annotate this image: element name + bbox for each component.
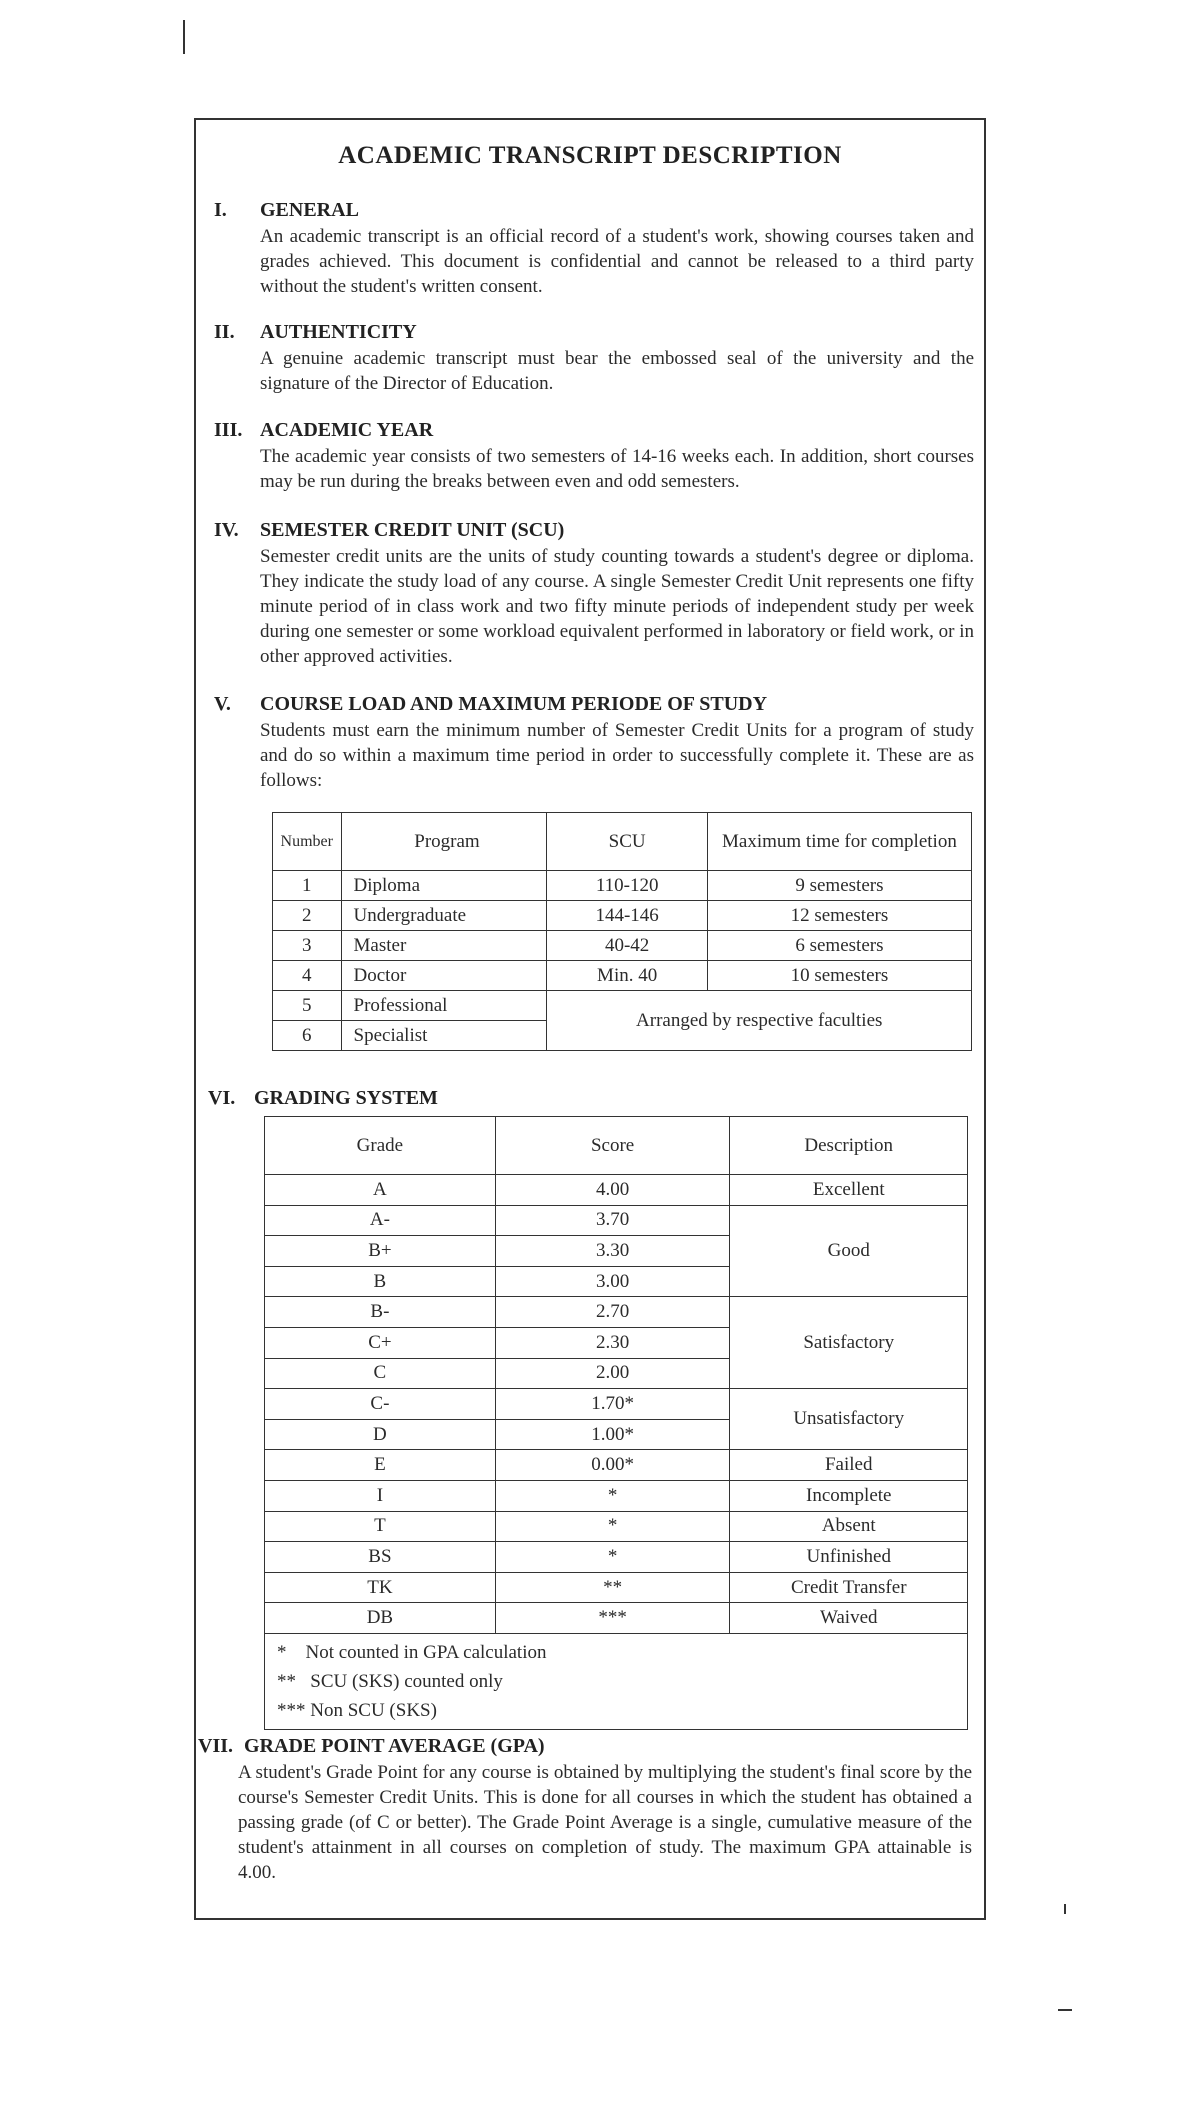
section-numeral: IV. (214, 519, 239, 541)
program-number: 4 (273, 961, 342, 991)
program-name: Master (341, 931, 547, 961)
grade-score: 3.30 (495, 1236, 730, 1267)
column-header: SCU (547, 813, 707, 871)
grade-letter: C- (265, 1389, 496, 1420)
table-row (273, 901, 972, 931)
section-numeral: I. (214, 199, 227, 221)
course-load-table (272, 812, 972, 1051)
program-scu: 110-120 (547, 871, 707, 901)
section-numeral: II. (214, 321, 235, 343)
table-row (265, 1480, 968, 1511)
grade-score: * (495, 1511, 730, 1542)
grade-score: ** (495, 1572, 730, 1603)
program-scu: 40-42 (547, 931, 707, 961)
section-text: Students must earn the minimum number of Semester Credit Units for a program of study and do so within a maximum time period in order to successfully complete it. These are as follows: (260, 720, 974, 791)
grade-description: Absent (730, 1511, 968, 1542)
section-heading: GRADE POINT AVERAGE (GPA) (244, 1735, 545, 1757)
table-row (265, 1572, 968, 1603)
program-number: 3 (273, 931, 342, 961)
program-max-time: 6 semesters (707, 931, 971, 961)
grade-letter: B+ (265, 1236, 496, 1267)
transcript-frame (194, 118, 986, 1920)
program-number: 1 (273, 871, 342, 901)
section-grading-system (208, 1086, 968, 1110)
section-text: The academic year consists of two semesters of 14-16 weeks each. In addition, short courses may be run during the breaks between even and odd semesters. (260, 446, 974, 492)
table-header-row (273, 813, 972, 871)
grade-description: Unfinished (730, 1542, 968, 1573)
grade-letter: T (265, 1511, 496, 1542)
section-general (214, 198, 974, 299)
section-text: A student's Grade Point for any course is obtained by multiplying the student's final score by the course's Semester Credit Units. This is done for all courses in which the student has obtained a passing grade (of C or better). The Grade Point Average is a single, cumulative measure of the student's attainment in all courses on completion of study. The maximum GPA attainable is 4.00. (238, 1762, 972, 1883)
section-heading: GENERAL (260, 199, 359, 221)
table-row (265, 1175, 968, 1206)
program-max-time: 10 semesters (707, 961, 971, 991)
program-name: Diploma (341, 871, 547, 901)
column-header: Program (341, 813, 547, 871)
grade-score: 2.30 (495, 1327, 730, 1358)
grade-letter: E (265, 1450, 496, 1481)
section-authenticity (214, 320, 974, 396)
section-text: A genuine academic transcript must bear the embossed seal of the university and the signature of the Director of Education. (260, 348, 974, 394)
grade-letter: DB (265, 1603, 496, 1634)
column-header: Maximum time for completion (707, 813, 971, 871)
program-name: Specialist (341, 1021, 547, 1051)
grade-score: 3.00 (495, 1266, 730, 1297)
program-scu: 144-146 (547, 901, 707, 931)
program-max-time: 9 semesters (707, 871, 971, 901)
table-row (265, 1450, 968, 1481)
section-course-load (214, 692, 974, 793)
grade-letter: A- (265, 1205, 496, 1236)
table-row (265, 1603, 968, 1634)
footnote: ** SCU (SKS) counted only (277, 1670, 503, 1692)
grade-description: Satisfactory (730, 1297, 968, 1389)
grading-table (264, 1116, 968, 1730)
program-scu: Min. 40 (547, 961, 707, 991)
table-row (273, 931, 972, 961)
grade-description: Excellent (730, 1175, 968, 1206)
grade-letter: TK (265, 1572, 496, 1603)
program-number: 5 (273, 991, 342, 1021)
grade-letter: C (265, 1358, 496, 1389)
grade-description: Failed (730, 1450, 968, 1481)
grade-score: 2.00 (495, 1358, 730, 1389)
grade-score: 1.00* (495, 1419, 730, 1450)
grade-letter: C+ (265, 1327, 496, 1358)
grade-description: Incomplete (730, 1480, 968, 1511)
grade-score: * (495, 1480, 730, 1511)
document-title: ACADEMIC TRANSCRIPT DESCRIPTION (338, 142, 842, 169)
section-numeral: III. (214, 419, 243, 441)
grade-letter: D (265, 1419, 496, 1450)
program-max-time: 12 semesters (707, 901, 971, 931)
footnote: * Not counted in GPA calculation (277, 1641, 547, 1663)
section-grade-point-average (198, 1734, 972, 1885)
grade-score: 1.70* (495, 1389, 730, 1420)
grade-description: Good (730, 1205, 968, 1297)
grading-footnotes (265, 1633, 968, 1729)
section-academic-year (214, 418, 974, 494)
section-numeral: VI. (208, 1087, 236, 1109)
table-row (265, 1511, 968, 1542)
grade-description: Waived (730, 1603, 968, 1634)
table-row (265, 1205, 968, 1236)
table-row (265, 1389, 968, 1420)
section-heading: GRADING SYSTEM (254, 1087, 438, 1109)
section-numeral: VII. (198, 1735, 234, 1757)
table-row (273, 871, 972, 901)
program-name: Doctor (341, 961, 547, 991)
grade-score: 2.70 (495, 1297, 730, 1328)
program-name: Professional (341, 991, 547, 1021)
section-heading: SEMESTER CREDIT UNIT (SCU) (260, 519, 565, 541)
table-row (273, 961, 972, 991)
column-header: Grade (265, 1117, 496, 1175)
column-header: Number (273, 813, 342, 871)
scan-mark (1058, 2009, 1072, 2011)
grade-score: 4.00 (495, 1175, 730, 1206)
section-text: Semester credit units are the units of study counting towards a student's degree or diploma. They indicate the study load of any course. A single Semester Credit Unit represents one fifty minute period of in class work and two fifty minute periods of independent study per week during one semester or some workload equivalent performed in laboratory or field work, or in other approved activities. (260, 546, 974, 667)
grade-score: * (495, 1542, 730, 1573)
column-header: Description (730, 1117, 968, 1175)
section-numeral: V. (214, 693, 231, 715)
grade-description: Credit Transfer (730, 1572, 968, 1603)
grade-score: 0.00* (495, 1450, 730, 1481)
table-row (273, 991, 972, 1021)
scan-mark (1064, 1904, 1066, 1914)
section-text: An academic transcript is an official record of a student's work, showing courses taken and grades achieved. This document is confidential and cannot be released to a third party without the student's written consent. (260, 226, 974, 297)
grade-letter: I (265, 1480, 496, 1511)
table-notes-row (265, 1633, 968, 1729)
column-header: Score (495, 1117, 730, 1175)
scan-mark (183, 20, 185, 54)
program-number: 6 (273, 1021, 342, 1051)
grade-letter: B (265, 1266, 496, 1297)
grade-score: *** (495, 1603, 730, 1634)
table-row (265, 1297, 968, 1328)
section-semester-credit-unit (214, 518, 974, 669)
faculty-arranged-note: Arranged by respective faculties (547, 991, 972, 1051)
grade-letter: B- (265, 1297, 496, 1328)
grade-letter: BS (265, 1542, 496, 1573)
section-heading: ACADEMIC YEAR (260, 419, 434, 441)
program-name: Undergraduate (341, 901, 547, 931)
grade-letter: A (265, 1175, 496, 1206)
grade-description: Unsatisfactory (730, 1389, 968, 1450)
section-heading: AUTHENTICITY (260, 321, 417, 343)
footnote: *** Non SCU (SKS) (277, 1699, 437, 1721)
table-row (265, 1542, 968, 1573)
program-number: 2 (273, 901, 342, 931)
grade-score: 3.70 (495, 1205, 730, 1236)
table-header-row (265, 1117, 968, 1175)
section-heading: COURSE LOAD AND MAXIMUM PERIODE OF STUDY (260, 693, 768, 715)
